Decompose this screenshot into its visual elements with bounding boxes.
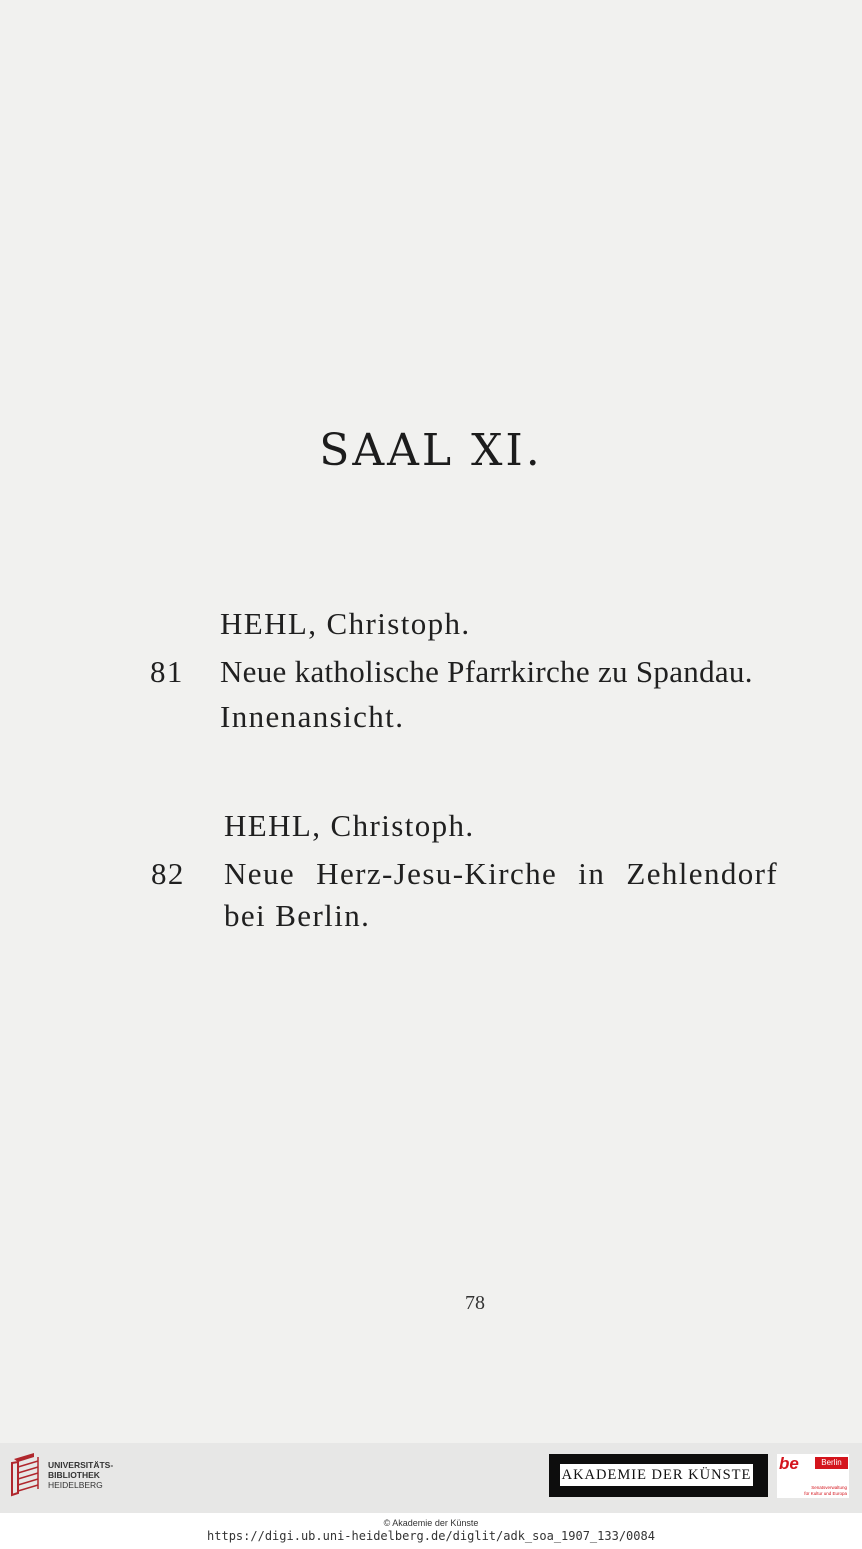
- berlin-badge: Berlin: [815, 1457, 848, 1469]
- entry-title-line: Neue Herz-Jesu-Kirche in Zehlendorf: [224, 856, 779, 891]
- berlin-senate-logo[interactable]: [777, 1454, 849, 1498]
- university-library-text: [48, 1460, 113, 1490]
- be-berlin-mark: be: [779, 1454, 799, 1473]
- adk-label: AKADEMIE DER KÜNSTE: [560, 1464, 753, 1486]
- page-number: 78: [465, 1292, 485, 1314]
- entry-title-line: Innenansicht.: [220, 699, 405, 734]
- source-url[interactable]: https://digi.ub.uni-heidelberg.de/diglit/adk_soa_1907_133/0084: [207, 1529, 655, 1543]
- ub-logo-line: UNIVERSITÄTS-: [48, 1460, 114, 1470]
- senate-line: für Kultur und Europa: [804, 1490, 847, 1496]
- artist-name: HEHL, Christoph.: [224, 808, 475, 843]
- entry-number: 81: [150, 654, 184, 689]
- room-heading: SAAL XI.: [319, 425, 543, 476]
- ub-logo-line: BIBLIOTHEK: [48, 1470, 100, 1480]
- akademie-der-kuenste-logo[interactable]: [549, 1454, 768, 1497]
- senate-department-text: [804, 1485, 847, 1496]
- entry-title-line: Neue katholische Pfarrkirche zu Spandau.: [220, 654, 753, 689]
- ub-logo-line: HEIDELBERG: [48, 1480, 103, 1490]
- university-library-emblem-icon: [8, 1451, 44, 1497]
- entry-number: 82: [151, 856, 185, 891]
- artist-name: HEHL, Christoph.: [220, 606, 471, 641]
- entry-title-line: bei Berlin.: [224, 898, 371, 933]
- senate-line: Senatsverwaltung: [811, 1485, 847, 1490]
- copyright-notice: © Akademie der Künste: [383, 1518, 479, 1528]
